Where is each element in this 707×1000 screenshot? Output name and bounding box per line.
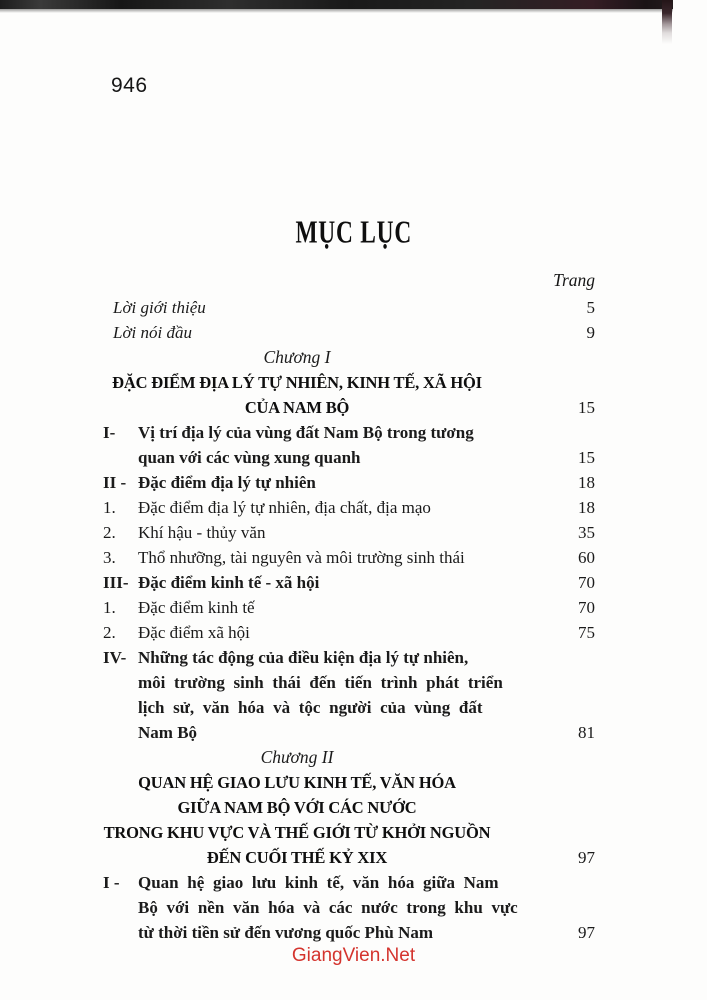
toc-row bbox=[103, 820, 595, 845]
toc-row-text: từ thời tiền sử đến vương quốc Phù Nam bbox=[138, 923, 434, 942]
toc-row bbox=[103, 420, 595, 445]
toc-row bbox=[103, 720, 595, 745]
toc-row-text: Thổ nhưỡng, tài nguyên và môi trường sinh thái bbox=[138, 548, 465, 567]
toc-row bbox=[103, 520, 595, 545]
page-column-header: Trang bbox=[553, 270, 595, 290]
toc-row-page-number: 35 bbox=[578, 523, 595, 542]
toc-row bbox=[103, 670, 595, 695]
toc-row-text: Bộ với nền văn hóa và các nước trong khu vực bbox=[138, 898, 518, 917]
toc-row-page-number: 15 bbox=[578, 398, 595, 417]
toc-row-marker: 3. bbox=[103, 548, 116, 567]
toc-row-text: Đặc điểm địa lý tự nhiên, địa chất, địa mạo bbox=[138, 498, 431, 517]
toc-row-text: ĐẾN CUỐI THẾ KỶ XIX bbox=[206, 848, 388, 867]
toc-row bbox=[103, 870, 595, 895]
toc-row-text: môi trường sinh thái đến tiến trình phát triển bbox=[138, 673, 503, 692]
toc-row-marker: 1. bbox=[103, 498, 116, 517]
toc-row-page-number: 5 bbox=[586, 298, 595, 317]
scan-edge-top-shadow bbox=[0, 9, 673, 13]
toc-row-page-number: 15 bbox=[578, 448, 595, 467]
toc-row bbox=[103, 595, 595, 620]
toc-row-text: lịch sử, văn hóa và tộc người của vùng đất bbox=[138, 698, 483, 717]
toc-row bbox=[103, 845, 595, 870]
toc-row-text: ĐẶC ĐIỂM ĐỊA LÝ TỰ NHIÊN, KINH TẾ, XÃ HỘI bbox=[112, 373, 482, 392]
toc-row bbox=[103, 745, 595, 770]
toc-row-page-number: 60 bbox=[578, 548, 595, 567]
toc-row-marker: 1. bbox=[103, 598, 116, 617]
toc-row-page-number: 81 bbox=[578, 723, 595, 742]
toc-row bbox=[103, 320, 595, 345]
toc-row-text: Chương I bbox=[263, 347, 331, 367]
toc-row-text: Lời giới thiệu bbox=[113, 298, 206, 317]
toc-row-text: Đặc điểm địa lý tự nhiên bbox=[138, 473, 316, 492]
toc-row-page-number: 97 bbox=[578, 848, 595, 867]
toc-row-marker: IV- bbox=[103, 648, 127, 667]
toc-row bbox=[103, 645, 595, 670]
toc-row bbox=[103, 445, 595, 470]
toc-row-page-number: 75 bbox=[578, 623, 595, 642]
toc-row-marker: 2. bbox=[103, 523, 116, 542]
toc-row bbox=[103, 695, 595, 720]
toc-row-page-number: 70 bbox=[578, 573, 595, 592]
toc-row-text: Chương II bbox=[260, 747, 334, 767]
toc-row-text: Quan hệ giao lưu kinh tế, văn hóa giữa Nam bbox=[138, 873, 499, 892]
toc-row bbox=[103, 345, 595, 370]
toc-list bbox=[103, 295, 595, 945]
toc-row bbox=[103, 795, 595, 820]
toc-row bbox=[103, 370, 595, 395]
toc-row-page-number: 70 bbox=[578, 598, 595, 617]
toc-row bbox=[103, 570, 595, 595]
toc-row bbox=[103, 295, 595, 320]
toc-row bbox=[103, 545, 595, 570]
toc-row-text: Khí hậu - thủy văn bbox=[138, 523, 266, 542]
toc-row-text: QUAN HỆ GIAO LƯU KINH TẾ, VĂN HÓA bbox=[138, 773, 456, 792]
toc-row-text: Đặc điểm kinh tế bbox=[138, 598, 255, 617]
toc-row-page-number: 18 bbox=[578, 473, 595, 492]
toc-row-page-number: 97 bbox=[578, 923, 595, 942]
scan-edge-top-bar bbox=[0, 0, 673, 9]
toc-row-text: Nam Bộ bbox=[138, 723, 198, 742]
toc-row bbox=[103, 895, 595, 920]
watermark-text: GiangVien.Net bbox=[291, 945, 416, 966]
toc-title-text: MỤC LỤC bbox=[295, 215, 412, 250]
toc-row-text: GIỮA NAM BỘ VỚI CÁC NƯỚC bbox=[177, 798, 417, 817]
toc-row-page-number: 18 bbox=[578, 498, 595, 517]
toc-row-text: quan với các vùng xung quanh bbox=[138, 448, 361, 467]
toc-row-marker: III- bbox=[103, 573, 129, 592]
toc-row-marker: I - bbox=[103, 873, 120, 892]
toc-row bbox=[103, 920, 595, 945]
toc-row-text: CỦA NAM BỘ bbox=[244, 398, 350, 417]
toc-row-text: Đặc điểm kinh tế - xã hội bbox=[138, 573, 320, 592]
toc-row-marker: I- bbox=[103, 423, 116, 442]
toc-title bbox=[0, 216, 707, 250]
toc-row-text: Đặc điểm xã hội bbox=[138, 623, 250, 642]
toc-row-page-number: 9 bbox=[586, 323, 595, 342]
toc-row bbox=[103, 495, 595, 520]
toc-row bbox=[103, 395, 595, 420]
toc-row-text: Vị trí địa lý của vùng đất Nam Bộ trong tương bbox=[138, 423, 474, 442]
page-folio-number: 946 bbox=[111, 74, 148, 97]
scan-edge-corner-stub bbox=[662, 0, 672, 44]
toc-row bbox=[103, 470, 595, 495]
toc-row bbox=[103, 620, 595, 645]
toc-row-marker: II - bbox=[103, 473, 127, 492]
toc-row-text: Những tác động của điều kiện địa lý tự nhiên, bbox=[138, 648, 469, 667]
toc-row-text: Lời nói đầu bbox=[113, 323, 192, 342]
toc-row-marker: 2. bbox=[103, 623, 116, 642]
toc-row bbox=[103, 770, 595, 795]
toc-row-text: TRONG KHU VỰC VÀ THẾ GIỚI TỪ KHỞI NGUỒN bbox=[103, 823, 491, 842]
